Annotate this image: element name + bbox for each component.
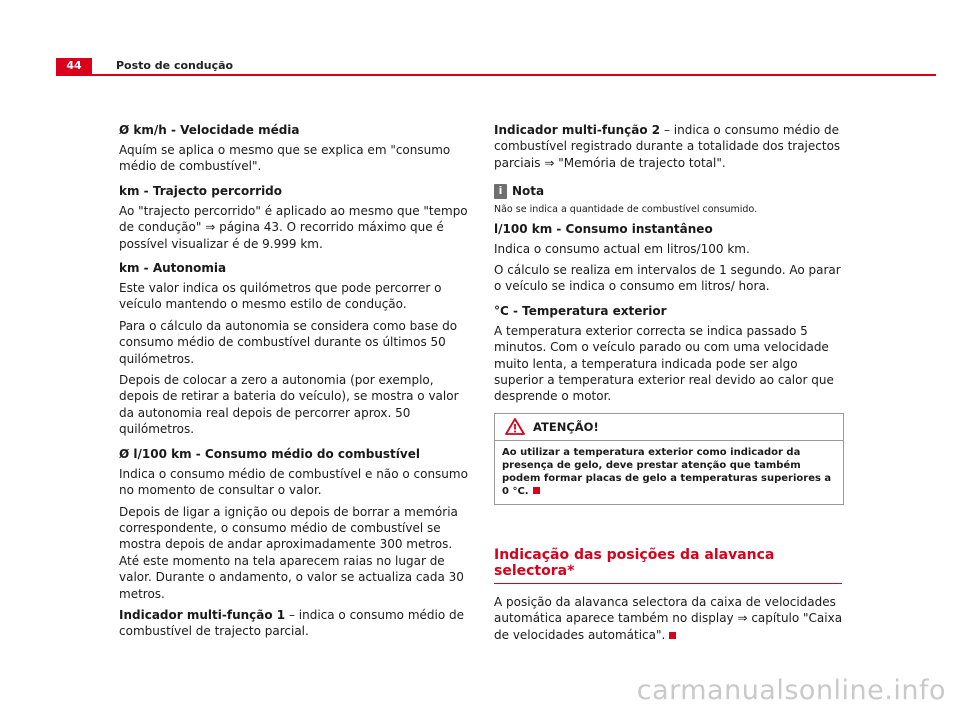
paragraph: Ao "trajecto percorrido" é aplicado ao mesmo que "tempo de condução" ⇒ página 43. O recorrido máximo que é possível visualizar é de 9.999 km. xyxy=(119,203,468,251)
right-column xyxy=(494,122,849,648)
page-number: 44 xyxy=(56,58,92,74)
note-title: Nota xyxy=(512,184,545,199)
section-range xyxy=(119,260,474,438)
warning-title: ATENÇÃO! xyxy=(533,419,599,434)
warning-box xyxy=(494,413,844,505)
section-title-selector-lever: Indicação das posições da alavanca selectora* xyxy=(494,547,842,584)
paragraph: Indica o consumo actual em litros/100 km. xyxy=(494,241,750,256)
section-instant-consumption xyxy=(494,221,849,295)
heading-distance: km - Trajecto percorrido xyxy=(119,183,283,198)
section-outside-temperature xyxy=(494,303,849,405)
term-description: – indica o consumo médio de combustível de trajecto parcial. xyxy=(119,607,465,639)
warning-text: Ao utilizar a temperatura exterior como indicador da presença de gelo, deve prestar atenção que também podem formar placas de gelo a temperaturas superiores a 0 °C. xyxy=(502,446,832,497)
paragraph: O cálculo se realiza em intervalos de 1 segundo. Ao parar o veículo se indica o consumo em litros/ hora. xyxy=(494,263,841,294)
paragraph xyxy=(494,122,849,171)
warning-body xyxy=(495,441,843,504)
paragraph: Este valor indica os quilómetros que pode percorrer o veículo mantendo o mesmo estilo de condução. xyxy=(119,281,442,312)
warning-header xyxy=(495,414,843,441)
term-description: – indica o consumo médio de combustível registrado durante a totalidade dos trajectos parciais ⇒ "Memória de trajecto total". xyxy=(494,123,841,170)
selector-lever-text: A posição da alavanca selectora da caixa de velocidades automática aparece também no display ⇒ capítulo "Caixa de velocidades automática". xyxy=(494,594,843,642)
header-rule xyxy=(56,74,936,76)
running-header-title: Posto de condução xyxy=(116,59,234,72)
note-header xyxy=(494,183,849,199)
paragraph: Depois de colocar a zero a autonomia (por exemplo, depois de retirar a bateria do veículo), se mostra o valor da autonomia real depois de percorrer aprox. 50 quilómetros. xyxy=(119,373,459,437)
paragraph xyxy=(494,594,849,643)
section-distance xyxy=(119,183,474,252)
note-box xyxy=(494,183,849,215)
heading-average-consumption: Ø l/100 km - Consumo médio do combustível xyxy=(119,446,420,461)
note-text: Não se indica a quantidade de combustível consumido. xyxy=(494,203,758,215)
section-average-speed xyxy=(119,122,474,175)
info-note-icon: i xyxy=(494,184,507,199)
heading-range: km - Autonomia xyxy=(119,261,227,276)
paragraph: A temperatura exterior correcta se indica passado 5 minutos. Com o veículo parado ou com uma velocidade muito lenta, a temperatura indicada pode ser algo superior a temperatura exterior real devido ao calor que desprende o motor. xyxy=(494,323,834,404)
term-multifunction-1: Indicador multi-função 1 xyxy=(119,607,286,622)
watermark: carmanualsonline.info xyxy=(636,675,946,706)
term-multifunction-2: Indicador multi-função 2 xyxy=(494,123,661,137)
end-marker-icon xyxy=(533,487,540,494)
heading-outside-temperature: °C - Temperatura exterior xyxy=(494,303,667,318)
warning-triangle-icon xyxy=(505,418,525,435)
paragraph: Para o cálculo da autonomia se considera como base do consumo médio de combustível durante os últimos 50 quilómetros. xyxy=(119,318,458,366)
heading-instant-consumption: l/100 km - Consumo instantâneo xyxy=(494,221,713,236)
end-marker-icon xyxy=(669,632,676,639)
paragraph: Depois de ligar a ignição ou depois de borrar a memória correspondente, o consumo médio de combustível se mostra depois de andar aproximadamente 300 metros. Até este momento na tela aparecem raias no lugar de valor. Durante o andamento, o valor se actualiza cada 30 metros. xyxy=(119,504,464,601)
paragraph: Aquím se aplica o mesmo que se explica em "consumo médio de combustível". xyxy=(119,143,451,174)
section-average-consumption xyxy=(119,446,474,640)
heading-average-speed: Ø km/h - Velocidade média xyxy=(119,123,300,137)
paragraph: Indica o consumo médio de combustível e não o consumo no momento de consultar o valor. xyxy=(119,466,468,498)
left-column xyxy=(119,122,474,648)
paragraph xyxy=(119,607,474,640)
